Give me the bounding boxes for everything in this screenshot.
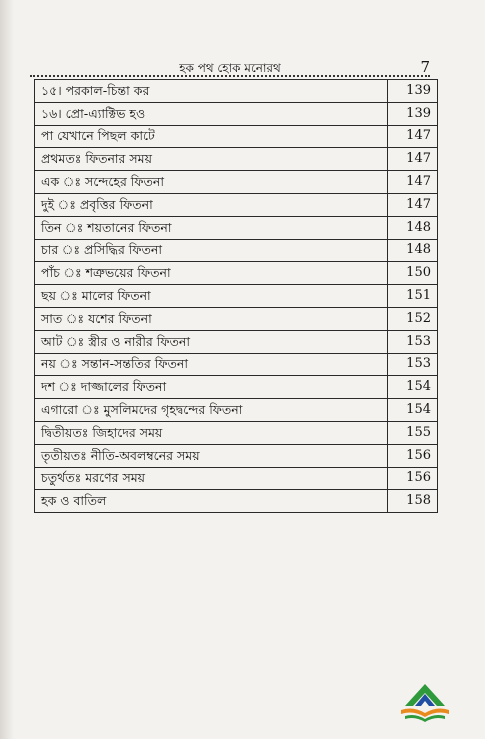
toc-row	[35, 171, 438, 194]
toc-row	[35, 490, 438, 513]
toc-entry-page: 156	[388, 444, 438, 467]
toc-entry-page: 158	[388, 490, 438, 513]
toc-row	[35, 444, 438, 467]
toc-entry-page: 150	[388, 262, 438, 285]
toc-row	[35, 216, 438, 239]
toc-row	[35, 285, 438, 308]
toc-row	[35, 239, 438, 262]
toc-row	[35, 376, 438, 399]
toc-row	[35, 262, 438, 285]
toc-entry-page: 148	[388, 216, 438, 239]
toc-entry-page: 147	[388, 171, 438, 194]
toc-entry-title: চার ঃ প্রসিদ্ধির ফিতনা	[35, 239, 388, 262]
toc-row	[35, 421, 438, 444]
toc-entry-title: তিন ঃ শয়তানের ফিতনা	[35, 216, 388, 239]
toc-entry-page: 151	[388, 285, 438, 308]
toc-entry-title: প্রথমতঃ ফিতনার সময়	[35, 148, 388, 171]
page-edge-shadow	[0, 0, 14, 739]
toc-row	[35, 148, 438, 171]
toc-entry-page: 155	[388, 421, 438, 444]
toc-entry-title: দ্বিতীয়তঃ জিহাদের সময়	[35, 421, 388, 444]
toc-entry-page: 156	[388, 467, 438, 490]
toc-entry-title: হক ও বাতিল	[35, 490, 388, 513]
toc-entry-title: পাঁচ ঃ শত্রুভয়ের ফিতনা	[35, 262, 388, 285]
toc-entry-title: আট ঃ স্ত্রীর ও নারীর ফিতনা	[35, 330, 388, 353]
toc-row	[35, 125, 438, 148]
toc-entry-page: 147	[388, 148, 438, 171]
toc-entry-title: এক ঃ সন্দেহের ফিতনা	[35, 171, 388, 194]
toc-row	[35, 353, 438, 376]
toc-row	[35, 80, 438, 103]
toc-entry-page: 152	[388, 307, 438, 330]
toc-entry-title: এগারো ঃ মুসলিমদের গৃহদ্বন্দের ফিতনা	[35, 399, 388, 422]
toc-row	[35, 399, 438, 422]
toc-entry-title: দুই ঃ প্রবৃত্তির ফিতনা	[35, 193, 388, 216]
toc-table	[34, 79, 438, 513]
toc-row	[35, 193, 438, 216]
toc-entry-page: 147	[388, 193, 438, 216]
toc-entry-title: ১৫। পরকাল-চিন্তা কর	[35, 80, 388, 103]
toc-row	[35, 330, 438, 353]
toc-row	[35, 307, 438, 330]
publisher-logo-icon	[395, 680, 455, 725]
toc-entry-title: তৃতীয়তঃ নীতি-অবলম্বনের সময়	[35, 444, 388, 467]
toc-entry-page: 154	[388, 376, 438, 399]
toc-entry-title: সাত ঃ যশের ফিতনা	[35, 307, 388, 330]
toc-entry-title: ছয় ঃ মালের ফিতনা	[35, 285, 388, 308]
toc-row	[35, 102, 438, 125]
header-page-number: 7	[420, 58, 430, 76]
toc-entry-title: নয় ঃ সন্তান-সন্ততির ফিতনা	[35, 353, 388, 376]
toc-entry-title: পা যেখানে পিছল কাটে	[35, 125, 388, 148]
toc-entry-page: 148	[388, 239, 438, 262]
toc-entry-page: 154	[388, 399, 438, 422]
toc-entry-page: 153	[388, 353, 438, 376]
header-title: হক পথ হোক মনোরথ	[179, 61, 281, 75]
toc-entry-page: 153	[388, 330, 438, 353]
toc-entry-title: চতুর্থতঃ মরণের সময়	[35, 467, 388, 490]
toc-entry-page: 147	[388, 125, 438, 148]
toc-entry-page: 139	[388, 102, 438, 125]
toc-row	[35, 467, 438, 490]
header-dotted-rule	[30, 75, 430, 77]
toc-entry-title: দশ ঃ দাজ্জালের ফিতনা	[35, 376, 388, 399]
toc-entry-title: ১৬। প্রো-এ্যাক্টিভ হও	[35, 102, 388, 125]
toc-entry-page: 139	[388, 80, 438, 103]
